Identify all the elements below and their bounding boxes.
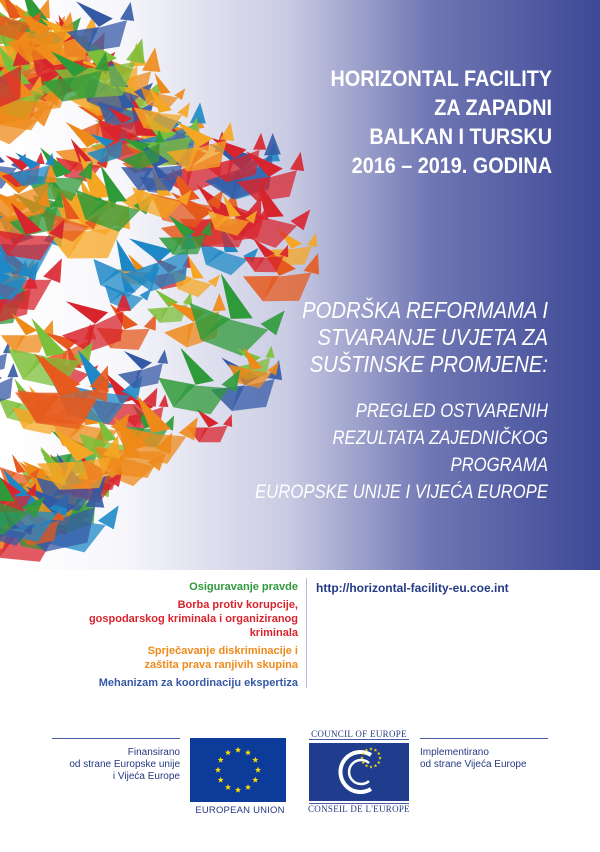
implemented-by-text [420, 747, 548, 771]
description-line: EUROPSKE UNIJE I VIJEĆA EUROPE [255, 482, 548, 503]
title-line: HORIZONTAL FACILITY [330, 66, 552, 91]
topic-line: Mehanizam za koordinaciju ekspertiza [98, 677, 298, 689]
topic-anti-discrimination [40, 644, 298, 672]
subtitle-line: SUŠTINSKE PROMJENE: [309, 351, 548, 377]
topic-line: Sprječavanje diskriminacije i [147, 645, 298, 657]
coe-logo [305, 729, 413, 814]
eu-label: EUROPEAN UNION [195, 805, 285, 816]
eu-logo [190, 738, 290, 816]
description [231, 398, 548, 506]
divider [52, 738, 180, 739]
implemented-line: Implementirano [420, 747, 489, 758]
title-line: 2016 – 2019. GODINA [351, 153, 552, 178]
website-link[interactable]: http://horizontal-facility-eu.coe.int [316, 581, 509, 595]
topic-list [40, 580, 298, 694]
topic-line: zaštita prava ranjivih skupina [144, 659, 298, 671]
subtitle [249, 297, 548, 378]
description-line: REZULTATA ZAJEDNIČKOG PROGRAMA [332, 428, 548, 476]
subtitle-line: STVARANJE UVJETA ZA [317, 324, 548, 350]
topic-anti-corruption [40, 598, 298, 640]
topic-line: gospodarskog kriminala i organiziranog kriminala [88, 613, 298, 639]
eu-flag-icon [190, 738, 286, 802]
coe-label-en: COUNCIL OF EUROPE [311, 729, 407, 739]
funded-line: Finansirano [127, 747, 180, 758]
council-of-europe-logo-icon [309, 743, 409, 801]
description-line: PREGLED OSTVARENIH [355, 401, 548, 422]
coe-label-fr: CONSEIL DE L'EUROPE [308, 804, 410, 814]
title-line: BALKAN I TURSKU [369, 124, 552, 149]
funded-line: i Vijeća Europe [112, 771, 180, 782]
title-line: ZA ZAPADNI [434, 95, 552, 120]
page-title [255, 64, 552, 180]
funded-line: od strane Europske unije [69, 759, 180, 770]
subtitle-line: PODRŠKA REFORMAMA I [302, 297, 548, 323]
divider [420, 738, 548, 739]
implemented-by [420, 738, 548, 771]
funded-by [52, 738, 180, 783]
topic-expertise-coordination [40, 676, 298, 690]
topic-line: Osiguravanje pravde [189, 581, 298, 593]
divider [309, 739, 409, 740]
topic-justice [40, 580, 298, 594]
divider [306, 578, 307, 688]
funded-by-text [52, 747, 180, 783]
implemented-line: od strane Vijeća Europe [420, 759, 527, 770]
topic-line: Borba protiv korupcije, [177, 599, 298, 611]
